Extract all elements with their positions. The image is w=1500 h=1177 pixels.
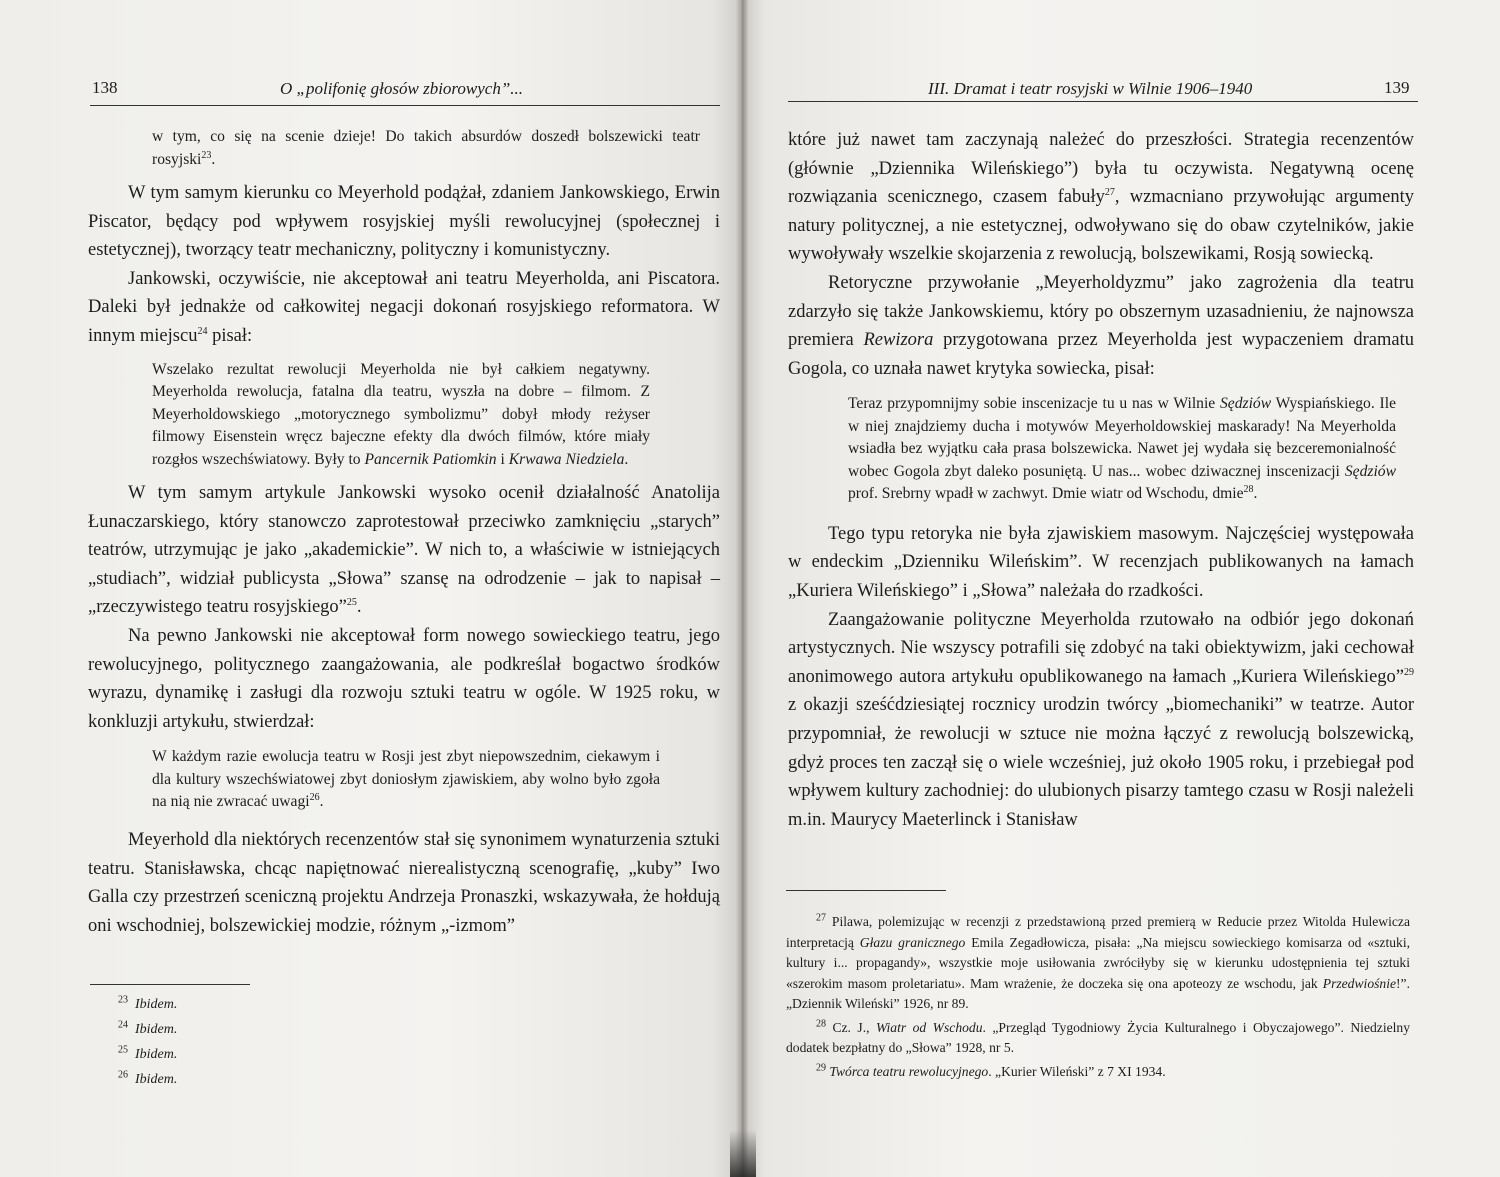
left-running-head: O „polifonię głosów zbiorowych”... (280, 79, 524, 98)
left-body (88, 124, 720, 940)
right-footnote-rule (786, 890, 946, 891)
left-header-rule (90, 105, 720, 106)
footnote: $^{25}$ Ibidem. (118, 1044, 178, 1062)
footnote: $^{28}$ Cz. J., Wiatr od Wschodu. „Przegląd Tygodniowy Życia Kulturalnego i Obyczajowego”. Niedzielny dodatek bezpłatny do „Słowa” 1928, nr 5. (786, 1017, 1411, 1055)
right-body (788, 126, 1414, 834)
left-page (0, 0, 742, 1177)
right-footnotes (786, 912, 1410, 1085)
right-running-head: III. Dramat i teatr rosyjski w Wilnie 1906–1940 (928, 79, 1253, 98)
paragraph: Na pewno Jankowski nie akceptował form nowego sowieckiego teatru, jego rewolucyjnego, politycznego zaangażowania, ale podkreślał bogactwo środków wyrazu, dynamikę i zasługi dla rozwoju sztuki teatru w ogóle. W 1925 roku, w konkluzji artykułu, stwierdzał: (88, 626, 720, 732)
paragraph: które już nawet tam zaczynają należeć do przeszłości. Strategia recenzentów (głównie „Dziennika Wileńskiego”) była tu oczywista. Negatywną ocenę rozwiązania scenicznego, czasem fabuły$^{27}$, wzmacniano przywołując argumenty natury politycznej, a nie estetycznej, odwoływano się do obaw czytelników, jakie wywoływały wszelkie skojarzenia z rewolucją, bolszewikami, Rosją sowiecką. (788, 130, 1414, 265)
paragraph: Meyerhold dla niektórych recenzentów stał się synonimem wynaturzenia sztuki teatru. Stanisławska, chcąc napiętnować nierealistyczną scenografię, „kuby” Iwo Galla czy przestrzeń sceniczną projektu Andrzeja Pronaszki, wskazywała, że hołdują oni wschodniej, bolszewickiej modzie, różnym „-izmom” (88, 829, 720, 936)
left-footnote-rule (90, 984, 250, 985)
left-page-number: 138 (92, 78, 118, 97)
quote-continuation: w tym, co się na scenie dzieje! Do takich absurdów doszedł bolszewicki teatr rosyjski$^{23}$. (152, 128, 700, 168)
gutter-shadow (730, 1130, 756, 1177)
footnote: $^{23}$ Ibidem. (118, 994, 178, 1012)
paragraph: Jankowski, oczywiście, nie akceptował ani teatru Meyerholda, ani Piscatora. Daleki był jednakże od całkowitej negacji dokonań rosyjskiego reformatora. W innym miejscu$^{24}$ pisał: (88, 268, 720, 346)
footnote: $^{24}$ Ibidem. (118, 1019, 178, 1037)
right-page-number: 139 (1384, 78, 1410, 97)
left-footnotes (118, 992, 177, 1092)
paragraph: W tym samym kierunku co Meyerhold podążał, zdaniem Jankowskiego, Erwin Piscator, będący pod wpływem rosyjskiej myśli rewolucyjnej (społecznej i estetycznej), tworzący teatr mechaniczny, polityczny i komunistyczny. (88, 183, 720, 261)
paragraph: Tego typu retoryka nie była zjawiskiem masowym. Najczęściej występowała w endeckim „Dzienniku Wileńskim”. W recenzjach publikowanych na łamach „Kuriera Wileńskiego” i „Słowa” należała do rzadkości. (788, 523, 1414, 602)
footnote: $^{27}$ Pilawa, polemizując w recenzji z przedstawioną przed premierą w Reducie przez Witolda Hulewicza interpretacją Głazu granicznego Emila Zegadłowicza, pisała: „Na miejscu sowieckiego komisarza od «sztuki, kultury i... propagandy», wszystkie moje usiłowania zwróciłyby się w kierunku udostępnienia tej sztuki «szerokim masom proletariatu». Mam wrażenie, że doczeka się ona apoteozy ze wschodu, jak Przedwiośnie!”. „Dziennik Wileński” 1926, nr 89. (786, 912, 1410, 1011)
block-quote: Teraz przypomnijmy sobie inscenizacje tu u nas w Wilnie Sędziów Wyspiańskiego. Ile w niej znajdziemy ducha i motywów Meyerholdowskiej maskarady! Na Meyerholda wsiadła bez wyjątku cała prasa bolszewicka. Nawet jej wydała się bezceremonialność wobec Gogola zbyt daleko posuniętą. U nas... wobec dziwacznej inscenizacji Sędziów prof. Srebrny wpadł w zachwyt. Dmie wiatr od Wschodu, dmie$^{28}$. (848, 395, 1396, 503)
right-header-rule (788, 101, 1418, 102)
footnote: $^{29}$ Twórca teatru rewolucyjnego. „Kurier Wileński” z 7 XI 1934. (816, 1061, 1166, 1079)
block-quote: W każdym razie ewolucja teatru w Rosji jest zbyt niepowszednim, ciekawym i dla kultury wszechświatowej zbyt doniosłym zjawiskiem, aby wolno było zgoła na nią nie zwracać uwagi$^{26}$. (152, 748, 660, 811)
book-gutter (735, 0, 749, 1177)
footnote: $^{26}$ Ibidem. (118, 1069, 178, 1087)
paragraph: Zaangażowanie polityczne Meyerholda rzutowało na odbiór jego dokonań artystycznych. Nie wszyscy potrafili się zdobyć na taki obiektywizm, jaki cechował anonimowego autora artykułu opublikowanego na łamach „Kuriera Wileńskiego”$^{29}$ z okazji sześćdziesiątej rocznicy urodzin twórcy „biomechaniki” w teatrze. Autor przypomniał, że rewolucji w sztuce nie można łączyć z rewolucją bolszewicką, gdyż proces ten zaczął się o wiele wcześniej, już około 1905 roku, i przebiegał pod wpływem kultury zachodniej: do ulubionych pisarzy tamtego czasu w Rosji należeli m.in. Maurycy Maeterlinck i Stanisław (788, 609, 1414, 830)
block-quote: Wszelako rezultat rewolucji Meyerholda nie był całkiem negatywny. Meyerholda rewolucja, fatalna dla teatru, wyszła na dobre – filmom. Z Meyerholdowskiego „motorycznego symbolizmu” dobył młody reżyser filmowy Eisenstein wręcz bajeczne efekty dla dwóch filmów, które miały rozgłos wszechświatowy. Były to Pancernik Patiomkin i Krwawa Niedziela. (152, 360, 650, 468)
paragraph: W tym samym artykule Jankowski wysoko ocenił działalność Anatolija Łunaczarskiego, który stanowczo zaprotestował przeciwko zamknięciu „starych” teatrów, utrzymując je jako „akademickie”. W nich to, a właściwie w istniejących „studiach”, widział publicysta „Słowa” szansę na odrodzenie – jak to napisał – „rzeczywistego teatru rosyjskiego”$^{25}$. (88, 483, 720, 618)
right-page (742, 0, 1500, 1177)
paragraph: Retoryczne przywołanie „Meyerholdyzmu” jako zagrożenia dla teatru zdarzyło się także Jankowskiemu, który po obszernym uzasadnieniu, że najnowsza premiera Rewizora przygotowana przez Meyerholda jest wypaczeniem dramatu Gogola, co uznała nawet krytyka sowiecka, pisał: (788, 272, 1414, 379)
